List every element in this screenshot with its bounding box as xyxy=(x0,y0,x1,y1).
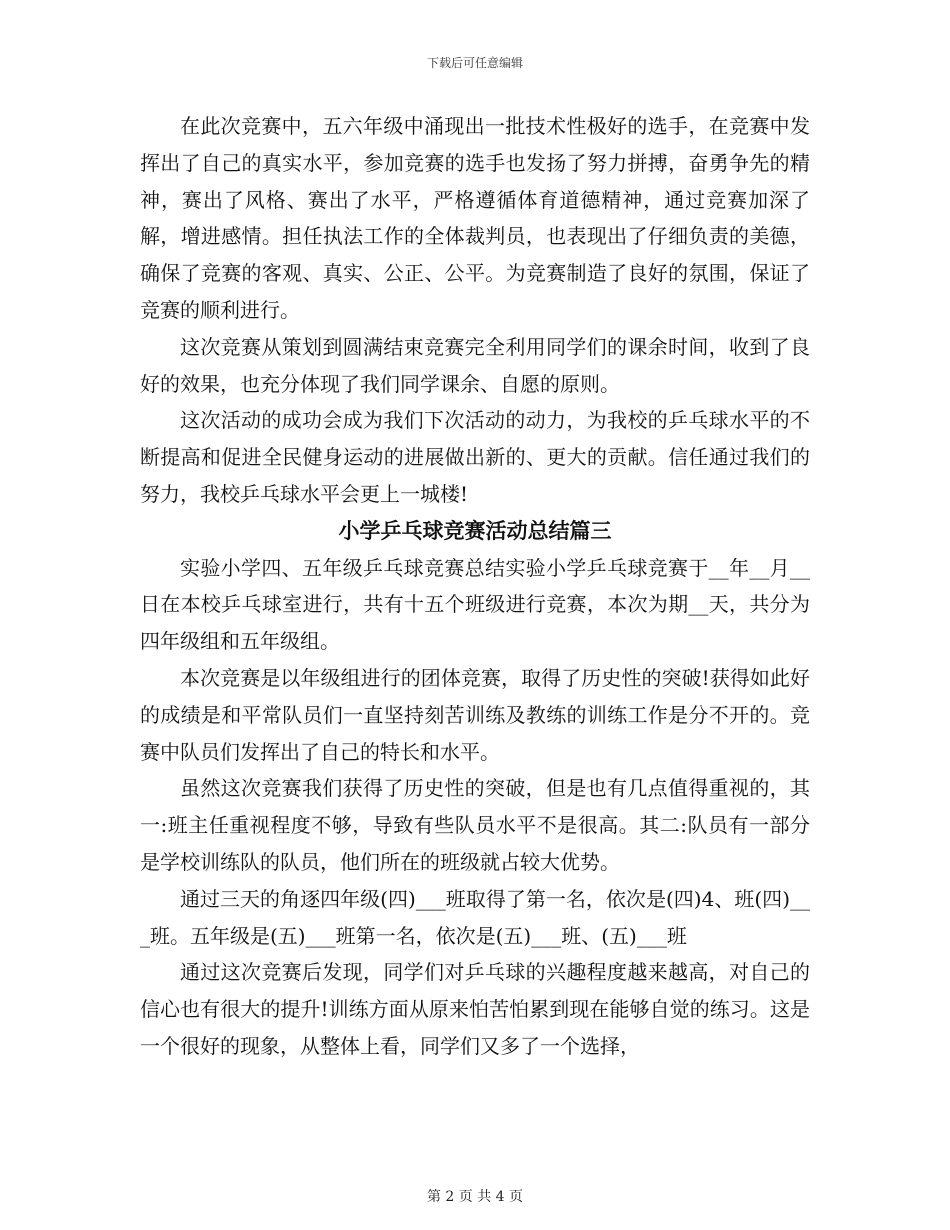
document-body xyxy=(140,108,810,1065)
page-header: 下载后可任意编辑 xyxy=(426,56,523,70)
page-footer: 第 2 页 共 4 页 xyxy=(426,1189,524,1205)
paragraph: 通过三天的角逐四年级(四)___班取得了第一名，依次是(四)4、班(四)___班。五年级是(五)___班第一名，依次是(五)___班、(五)___班 xyxy=(140,886,810,948)
paragraph: 本次竞赛是以年级组进行的团体竞赛，取得了历史性的突破!获得如此好的成绩是和平常队员们一直坚持刻苦训练及教练的训练工作是分不开的。竞赛中队员们发挥出了自己的特长和水平。 xyxy=(140,665,810,764)
paragraph: 实验小学四、五年级乒乓球竞赛总结实验小学乒乓球竞赛于__年__月__日在本校乒乓球室进行，共有十五个班级进行竞赛，本次为期__天，共分为四年级组和五年级组。 xyxy=(140,555,810,654)
paragraph: 在此次竞赛中，五六年级中涌现出一批技术性极好的选手，在竞赛中发挥出了自己的真实水平，参加竞赛的选手也发扬了努力拼搏，奋勇争先的精神，赛出了风格、赛出了水平，严格遵循体育道德精神，通过竞赛加深了解，增进感情。担任执法工作的全体裁判员，也表现出了仔细负责的美德，确保了竞赛的客观、真实、公正、公平。为竞赛制造了良好的氛围，保证了竞赛的顺利进行。 xyxy=(140,114,810,322)
paragraph: 通过这次竞赛后发现，同学们对乒乓球的兴趣程度越来越高，对自己的信心也有很大的提升!训练方面从原来怕苦怕累到现在能够自觉的练习。这是一个很好的现象，从整体上看，同学们又多了一个选择， xyxy=(140,960,810,1058)
paragraph: 这次活动的成功会成为我们下次活动的动力，为我校的乒乓球水平的不断提高和促进全民健身运动的进展做出新的、更大的贡献。信任通过我们的努力，我校乒乓球水平会更上一城楼! xyxy=(140,408,810,506)
paragraph: 这次竞赛从策划到圆满结束竞赛完全利用同学们的课余时间，收到了良好的效果，也充分体现了我们同学课余、自愿的原则。 xyxy=(140,334,810,396)
section-heading: 小学乒乓球竞赛活动总结篇三 xyxy=(338,517,612,543)
paragraph: 虽然这次竞赛我们获得了历史性的突破，但是也有几点值得重视的，其一:班主任重视程度不够，导致有些队员水平不是很高。其二:队员有一部分是学校训练队的队员，他们所在的班级就占较大优势。 xyxy=(140,776,810,874)
